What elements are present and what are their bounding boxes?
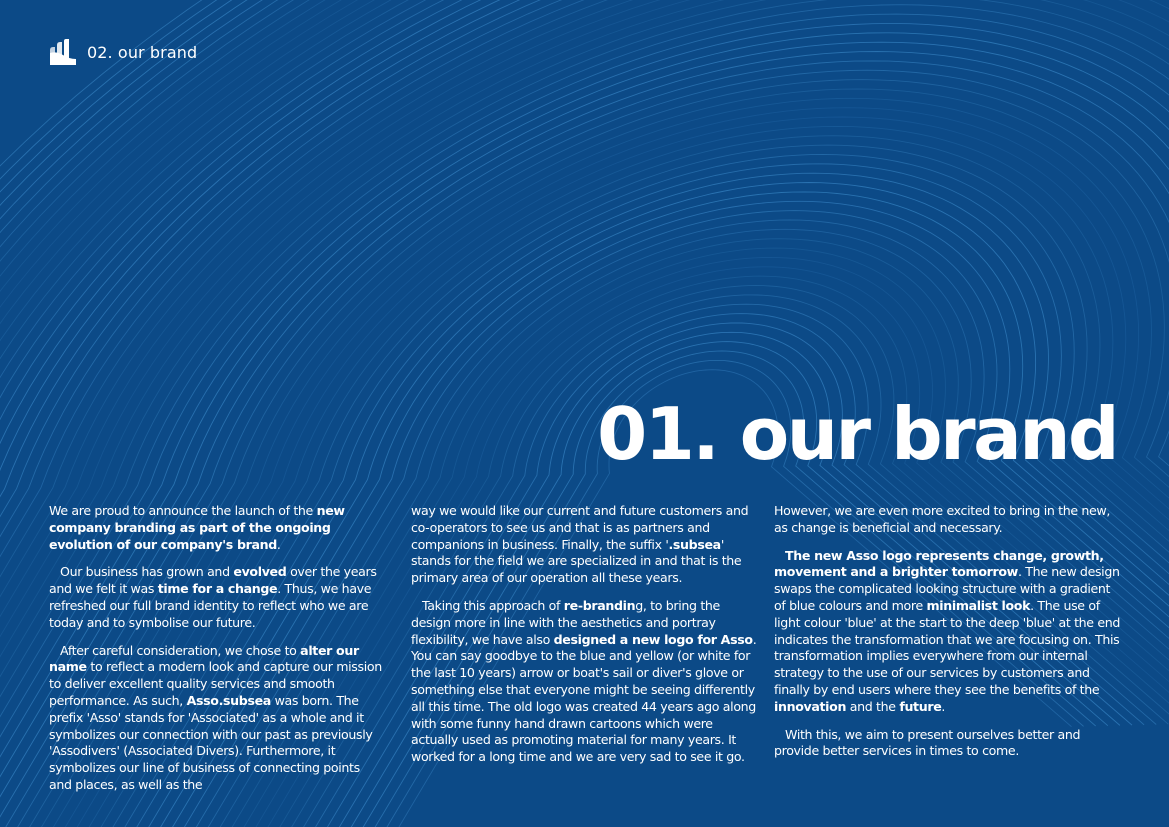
- body-column-2: [411, 503, 757, 777]
- emphasis-text: Asso.subsea: [186, 692, 271, 708]
- paragraph: [49, 503, 386, 553]
- body-text: . Thus, we have refreshed our full brand identity to reflect who we are today and to symbolise our future.: [49, 581, 372, 630]
- emphasis-text: designed a new logo for Asso: [553, 631, 753, 647]
- emphasis-text: alter our name: [49, 642, 359, 675]
- body-text: After careful consideration, we chose to: [60, 642, 301, 658]
- emphasis-text: minimalist look: [926, 597, 1031, 613]
- stacked-sail-logo-icon: [49, 38, 77, 66]
- body-text: Taking this approach of: [422, 597, 564, 613]
- emphasis-text: .subsea: [668, 536, 721, 552]
- emphasis-text: The new Asso logo represents change, growth, movement and a brighter tomorrow: [774, 547, 1104, 580]
- body-text: With this, we aim to present ourselves better and provide better services in times to come.: [774, 726, 1081, 759]
- paragraph: [49, 643, 386, 794]
- body-text: Our business has grown and: [60, 564, 234, 580]
- emphasis-text: time for a change: [157, 581, 278, 597]
- body-text: g, to bring the design more in line with the aesthetics and portray flexibility, we have also: [411, 597, 720, 647]
- emphasis-text: innovation: [774, 698, 847, 714]
- emphasis-text: future: [899, 698, 942, 714]
- emphasis-text: new company branding as part of the ongoing evolution of our company's brand: [49, 503, 345, 552]
- section-label: 02. our brand: [87, 43, 198, 62]
- body-text: However, we are even more excited to bring in the new, as change is beneficial and necessary.: [774, 503, 1111, 535]
- emphasis-text: re-brandin: [563, 597, 636, 613]
- emphasis-text: evolved: [233, 564, 287, 580]
- body-text: to reflect a modern look and capture our mission to deliver excellent quality services and smooth performance. As such,: [49, 659, 382, 708]
- body-text: over the years and we felt it was: [49, 564, 377, 597]
- body-text: .: [941, 698, 946, 714]
- body-column-3: [774, 503, 1121, 771]
- page-title: 01. our brand: [597, 392, 1117, 476]
- paragraph: [774, 548, 1121, 716]
- body-text: . You can say goodbye to the blue and yellow (or white for the last 10 years) arrow or boat's sail or diver's glove or something else that everyone might be seeing differently all this time. The old logo was created 44 years ago along with some funny hand drawn cartoons which were actually used as promoting material for many years. It worked for a long time and we are very sad to see it go.: [411, 631, 757, 765]
- paragraph: [411, 598, 757, 766]
- body-text: and the: [846, 698, 900, 714]
- body-column-1: [49, 503, 386, 805]
- body-text: . The use of light colour 'blue' at the start to the deep 'blue' at the end indicates the transformation that we are focusing on. This transformation implies everywhere from our internal strategy to the use of our services by customers and finally by end users where they see the benefits of the: [774, 597, 1121, 697]
- body-text: ' stands for the field we are specialized in and that is the primary area of our operation all these years.: [411, 536, 742, 586]
- body-text: We are proud to announce the launch of the: [49, 503, 317, 518]
- body-text: .: [276, 536, 281, 552]
- page-header: [49, 38, 197, 66]
- body-text: . The new design swaps the complicated looking structure with a gradient of blue colours and more: [774, 564, 1120, 613]
- body-text: was born. The prefix 'Asso' stands for 'Associated' as a whole and it symbolizes our connection with our past as previously 'Assodivers' (Associated Divers). Furthermore, it symbolizes our line of business of connecting points and places, as well as the: [49, 692, 373, 792]
- paragraph: [49, 564, 386, 631]
- body-text: way we would like our current and future customers and co-operators to see us and that is as partners and companions in business. Finally, the suffix ': [411, 503, 749, 552]
- paragraph: [774, 503, 1121, 537]
- paragraph: [774, 727, 1121, 761]
- paragraph: [411, 503, 757, 587]
